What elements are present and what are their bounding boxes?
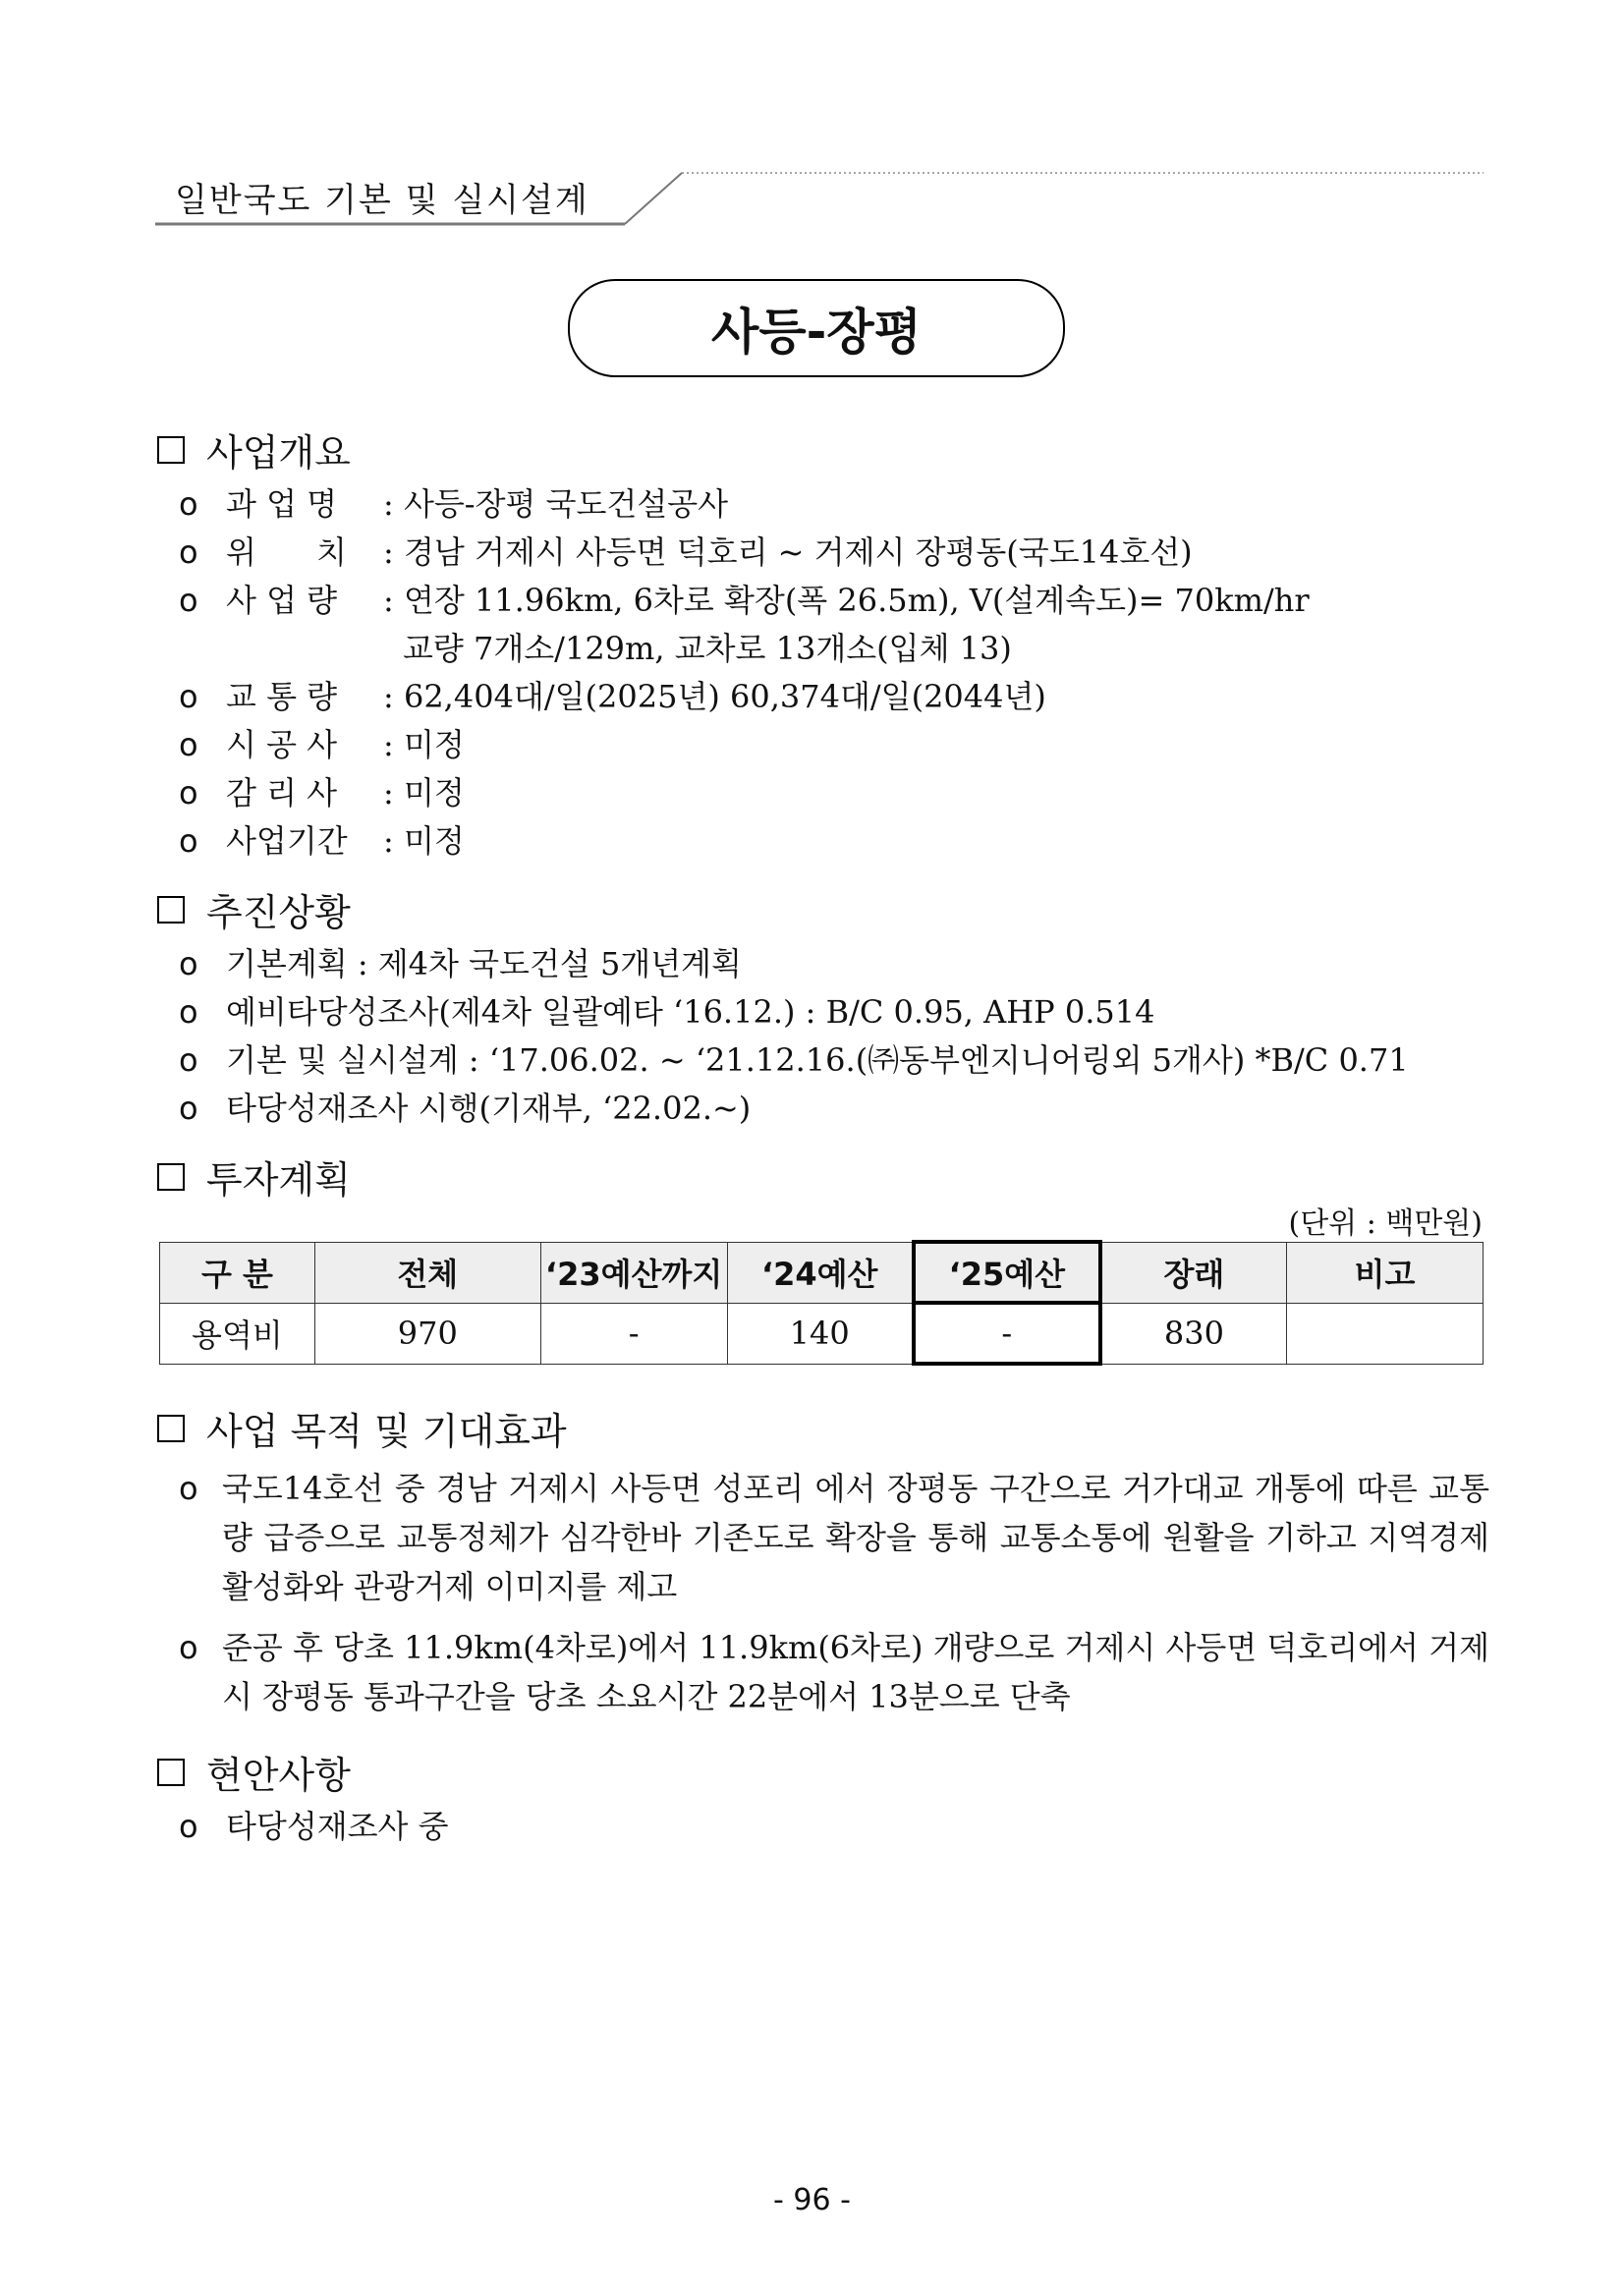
bullet-icon: o: [179, 774, 198, 812]
issues-item: [179, 1802, 449, 1847]
col-header: ‘24예산: [727, 1242, 914, 1303]
item-label: 감 리 사: [226, 774, 338, 812]
item-text: 타당성재조사 시행(기재부, ‘22.02.~): [226, 1090, 752, 1127]
bullet-icon: o: [179, 1808, 198, 1845]
table-cell: [1287, 1303, 1484, 1364]
checkbox-square-icon: [157, 1759, 185, 1786]
section-purpose: [157, 1401, 567, 1455]
table-row: [160, 1303, 1484, 1364]
col-header-highlighted: ‘25예산: [914, 1242, 1100, 1303]
section-progress: [157, 882, 351, 936]
table-header-row: [160, 1242, 1484, 1303]
overview-item-continued: [403, 624, 1012, 669]
checkbox-square-icon: [157, 896, 185, 924]
purpose-item: [179, 1464, 1489, 1611]
col-header: 장래: [1100, 1242, 1287, 1303]
item-label: 시 공 사: [226, 726, 338, 763]
table-cell: -: [540, 1303, 727, 1364]
item-text: 타당성재조사 중: [226, 1808, 449, 1845]
table-cell-highlighted: -: [914, 1303, 1100, 1364]
item-text: 기본계획 : 제4차 국도건설 5개년계획: [226, 945, 742, 982]
header-rule: [0, 0, 1624, 236]
item-text: 준공 후 당초 11.9km(4차로)에서 11.9km(6차로) 개량으로 거제시 사등면 덕호리에서 거제시 장평동 통과구간을 당초 소요시간 22분에서 13분으로 단축: [222, 1629, 1489, 1715]
item-value: : 62,404대/일(2025년) 60,374대/일(2044년): [383, 678, 1046, 715]
bullet-icon: o: [179, 1629, 198, 1666]
checkbox-square-icon: [157, 1163, 185, 1191]
overview-item: [179, 479, 728, 525]
col-header: ‘23예산까지: [540, 1242, 727, 1303]
section-investment: [157, 1149, 351, 1204]
item-label: 교 통 량: [226, 678, 338, 715]
bullet-icon: o: [179, 485, 198, 523]
item-value: : 미정: [383, 774, 465, 812]
item-text: 국도14호선 중 경남 거제시 사등면 성포리 에서 장평동 구간으로 거가대교 개통에 따른 교통량 급증으로 교통정체가 심각한바 기존도로 확장을 통해 교통소통에 원활을 기하고 지역경제 활성화와 관광거제 이미지를 제고: [222, 1470, 1489, 1605]
page-number: - 96 -: [773, 2183, 851, 2217]
bullet-icon: o: [179, 993, 198, 1031]
checkbox-square-icon: [157, 436, 185, 464]
table-cell: 용역비: [160, 1303, 315, 1364]
item-label: 과 업 명: [226, 485, 338, 523]
bullet-icon: o: [179, 822, 198, 860]
progress-item: [179, 1036, 1409, 1081]
overview-item: [179, 768, 465, 813]
section-issues: [157, 1745, 351, 1799]
item-value: 교량 7개소/129m, 교차로 13개소(입체 13): [403, 630, 1012, 667]
bullet-icon: o: [179, 1090, 198, 1127]
item-value: : 미정: [383, 726, 465, 763]
item-value: : 경남 거제시 사등면 덕호리 ~ 거제시 장평동(국도14호선): [383, 533, 1193, 571]
section-title: 사업 목적 및 기대효과: [206, 1410, 567, 1453]
item-value: : 연장 11.96km, 6차로 확장(폭 26.5m), V(설계속도)= 70km/hr: [383, 582, 1310, 619]
page-title: 사등-장평: [568, 279, 1065, 377]
bullet-icon: o: [179, 726, 198, 763]
table-cell: 140: [727, 1303, 914, 1364]
overview-item: [179, 816, 465, 862]
table-cell: 830: [1100, 1303, 1287, 1364]
bullet-icon: o: [179, 582, 198, 619]
section-title: 사업개요: [206, 431, 351, 475]
bullet-icon: o: [179, 678, 198, 715]
section-title: 추진상황: [206, 891, 351, 934]
bullet-icon: o: [179, 533, 198, 571]
item-label: 위 치: [226, 533, 347, 571]
progress-item: [179, 987, 1154, 1033]
section-title: 현안사항: [206, 1754, 351, 1797]
progress-item: [179, 939, 742, 984]
bullet-icon: o: [179, 945, 198, 982]
progress-item: [179, 1084, 751, 1129]
col-header: 구 분: [160, 1242, 315, 1303]
item-value: : 미정: [383, 822, 465, 860]
purpose-item: [179, 1623, 1489, 1721]
bullet-icon: o: [179, 1041, 198, 1079]
table-cell: 970: [314, 1303, 540, 1364]
item-label: 사 업 량: [226, 582, 338, 619]
overview-item: [179, 528, 1193, 573]
item-text: 기본 및 실시설계 : ‘17.06.02. ~ ‘21.12.16.(㈜동부엔지니어링외 5개사) *B/C 0.71: [226, 1041, 1409, 1079]
overview-item: [179, 672, 1046, 717]
bullet-icon: o: [179, 1470, 198, 1507]
overview-item: [179, 576, 1310, 621]
col-header: 전체: [314, 1242, 540, 1303]
section-overview: [157, 422, 351, 476]
overview-item: [179, 720, 465, 765]
col-header: 비고: [1287, 1242, 1484, 1303]
table-unit-note: (단위 : 백만원): [1288, 1206, 1483, 1241]
item-label: 사업기간: [226, 822, 348, 860]
section-title: 투자계획: [206, 1158, 351, 1202]
item-text: 예비타당성조사(제4차 일괄예타 ‘16.12.) : B/C 0.95, AHP 0.514: [226, 993, 1155, 1031]
investment-table: [159, 1240, 1484, 1366]
running-header: 일반국도 기본 및 실시설계: [175, 181, 589, 220]
item-value: : 사등-장평 국도건설공사: [383, 485, 729, 523]
checkbox-square-icon: [157, 1415, 185, 1442]
